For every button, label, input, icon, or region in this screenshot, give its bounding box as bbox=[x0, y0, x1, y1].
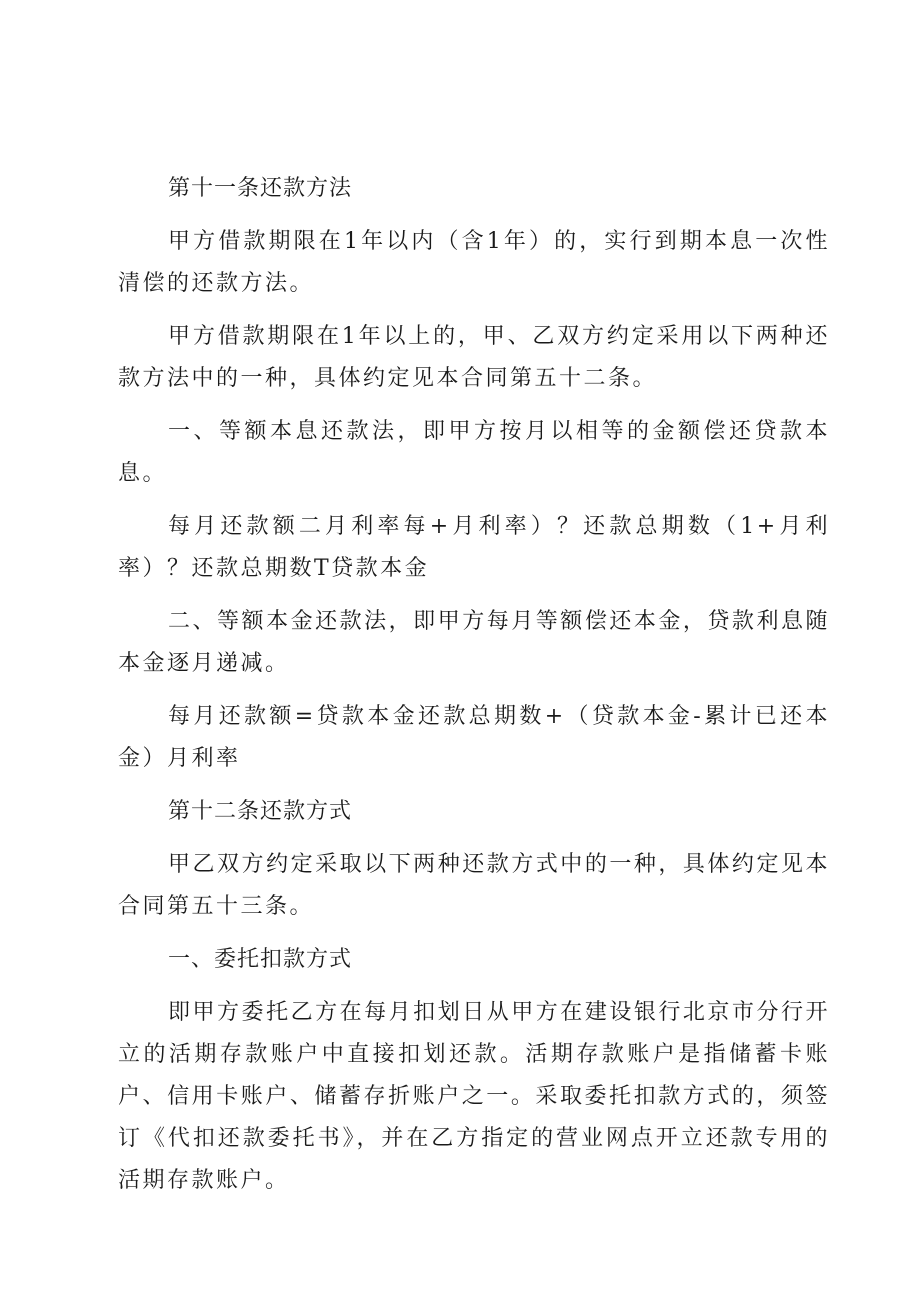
paragraph-equal-principal-formula: 每月还款额=贷款本金还款总期数+（贷款本金-累计已还本金）月利率 bbox=[118, 704, 830, 771]
paragraph-term-within-one-year: 甲方借款期限在1年以内（含1年）的，实行到期本息一次性清偿的还款方法。 bbox=[118, 229, 830, 296]
paragraph-equal-principal-method: 二、等额本金还款法，即甲方每月等额偿还本金，贷款利息随本金逐月递减。 bbox=[118, 609, 830, 676]
subheading-entrusted-deduction: 一、委托扣款方式 bbox=[168, 947, 353, 972]
paragraph-repayment-ways: 甲乙双方约定采取以下两种还款方式中的一种，具体约定见本合同第五十三条。 bbox=[118, 852, 830, 919]
article-12-heading: 第十二条还款方式 bbox=[168, 799, 353, 824]
paragraph-term-over-one-year: 甲方借款期限在1年以上的，甲、乙双方约定采用以下两种还款方法中的一种，具体约定见本合同第五十二条。 bbox=[118, 324, 830, 391]
paragraph-entrusted-deduction-detail: 即甲方委托乙方在每月扣划日从甲方在建设银行北京市分行开立的活期存款账户中直接扣划还款。活期存款账户是指储蓄卡账户、信用卡账户、储蓄存折账户之一。采取委托扣款方式的，须签订《代扣还款委托书》，并在乙方指定的营业网点开立还款专用的活期存款账户。 bbox=[118, 1000, 830, 1193]
document-page bbox=[118, 168, 830, 1213]
paragraph-equal-installment-formula: 每月还款额二月利率每+月利率）？还款总期数（1+月利率）？还款总期数T贷款本金 bbox=[118, 514, 830, 581]
article-11-heading: 第十一条还款方法 bbox=[168, 176, 353, 201]
paragraph-equal-installment-method: 一、等额本息还款法，即甲方按月以相等的金额偿还贷款本息。 bbox=[118, 419, 830, 486]
